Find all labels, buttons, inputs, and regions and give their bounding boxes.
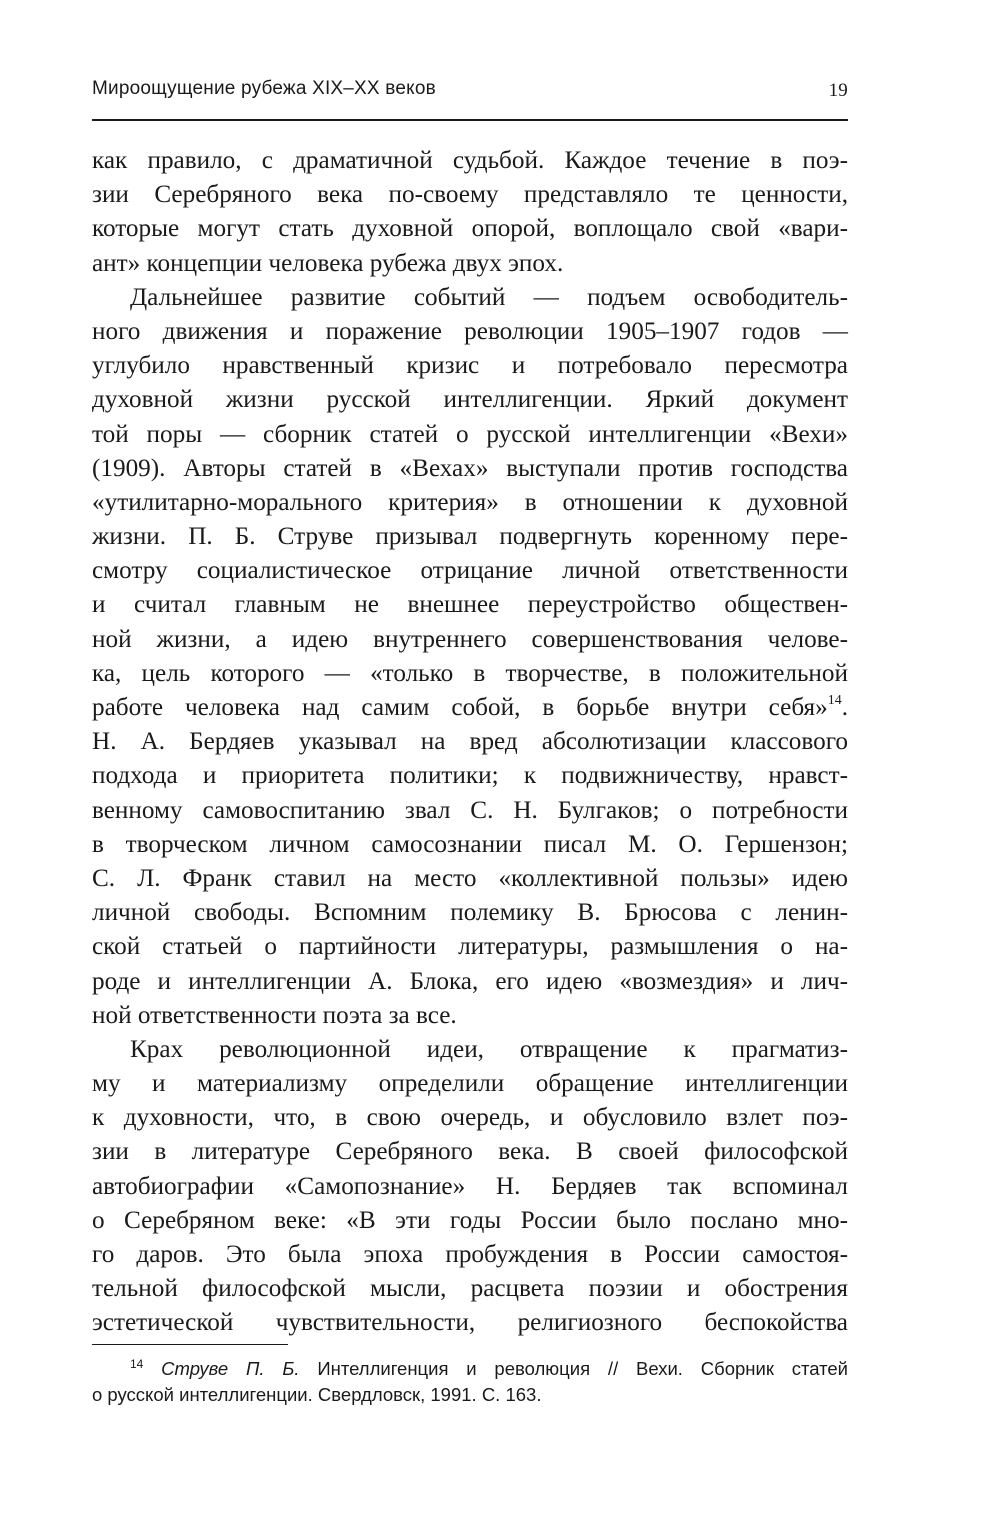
text-line: го даров. Это была эпоха пробуждения в России самостоя- <box>92 1241 848 1268</box>
text-line: ной ответственности поэта за все. <box>92 1001 457 1029</box>
running-head <box>92 76 848 106</box>
text-line: как правило, с драматичной судьбой. Каждое течение в поэ- <box>92 147 848 174</box>
text-line-content: работе человека над самим собой, в борьбе внутри себя» <box>92 694 828 721</box>
text-line: роде и интеллигенции А. Блока, его идею «возмездия» и лич- <box>92 967 848 995</box>
text-line: му и материализму определили обращение интеллигенции <box>92 1070 848 1098</box>
footnote-number: 14 <box>130 1357 144 1371</box>
text-line: Крах революционной идеи, отвращение к прагматиз- <box>130 1035 848 1063</box>
text-line: к духовности, что, в свою очередь, и обусловило взлет поэ- <box>92 1104 848 1132</box>
text-line: личной свободы. Вспомним полемику В. Брюсова с ленин- <box>92 899 848 927</box>
text-line: тельной философской мысли, расцвета поэзии и обострения <box>92 1275 848 1303</box>
text-line: духовной жизни русской интеллигенции. Яркий документ <box>92 386 848 414</box>
footnote-line: о русской интеллигенции. Свердловск, 1991. С. 163. <box>92 1384 542 1405</box>
page-number: 19 <box>828 80 848 101</box>
text-line: о Серебряном веке: «В эти годы России было послано мно- <box>92 1206 848 1234</box>
footnote-reference[interactable]: 14 <box>827 693 842 708</box>
footnote-citation: Интеллигенция и революция // Вехи. Сборник статей <box>299 1358 849 1379</box>
text-line: «утилитарно-морального критерия» в отношении к духовной <box>92 488 848 516</box>
text-line: Дальнейшее развитие событий — подъем освободитель- <box>130 283 848 311</box>
header-rule <box>92 119 848 121</box>
text-line: жизни. П. Б. Струве призывал подвергнуть коренному пере- <box>92 523 848 551</box>
text-line: той поры — сборник статей о русской интеллигенции «Вехи» <box>92 420 848 448</box>
running-title: Мироощущение рубежа XIX–XX веков <box>92 78 436 99</box>
text-line: подхода и приоритета политики; к подвижничеству, нравст- <box>92 762 848 790</box>
text-line: эстетической чувствительности, религиозного беспокойства <box>92 1309 848 1337</box>
book-page <box>92 0 848 1521</box>
text-line: ант» концепции человека рубежа двух эпох. <box>92 249 564 277</box>
text-line: венному самовоспитанию звал С. Н. Булгаков; о потребности <box>92 796 848 824</box>
text-line-with-footnote-ref <box>92 691 848 725</box>
text-line: и считал главным не внешнее переустройство обществен- <box>92 591 848 619</box>
text-line: ной жизни, а идею внутреннего совершенствования челове- <box>92 625 848 653</box>
text-line: ской статьей о партийности литературы, размышления о на- <box>92 933 848 961</box>
text-line: смотру социалистическое отрицание личной ответственности <box>92 557 848 585</box>
footnote-rule <box>92 1344 288 1345</box>
footnote <box>92 1356 848 1408</box>
text-line: углубило нравственный кризис и потребовало пересмотра <box>92 352 848 380</box>
text-line: автобиографии «Самопознание» Н. Бердяев так вспоминал <box>92 1172 848 1200</box>
footnote-author: Струве П. Б. <box>161 1358 300 1379</box>
text-line: С. Л. Франк ставил на место «коллективной пользы» идею <box>92 864 848 892</box>
text-line: ка, цель которого — «только в творчестве, в положительной <box>92 659 848 687</box>
text-line: которые могут стать духовной опорой, воплощало свой «вари- <box>92 215 848 243</box>
footnote-line <box>92 1356 848 1382</box>
text-line: зии Серебряного века по-своему представляло те ценности, <box>92 181 848 209</box>
text-line: ного движения и поражение революции 1905–1907 годов — <box>92 317 848 345</box>
text-line: (1909). Авторы статей в «Вехах» выступали против господства <box>92 454 848 482</box>
text-line: зии в литературе Серебряного века. В своей философской <box>92 1138 848 1166</box>
body-text <box>92 144 848 1341</box>
text-line: в творческом личном самосознании писал М. О. Гершензон; <box>92 830 848 858</box>
footnote-ref-punctuation: . <box>841 694 848 721</box>
text-line: Н. А. Бердяев указывал на вред абсолютизации классового <box>92 728 848 756</box>
